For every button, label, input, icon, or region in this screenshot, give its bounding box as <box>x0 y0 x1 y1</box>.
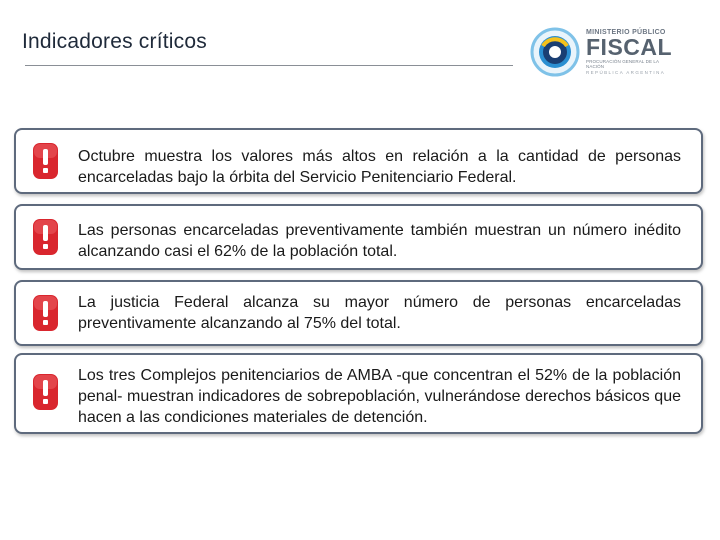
logo-emblem-icon <box>530 27 580 77</box>
alert-icon <box>32 294 59 332</box>
ministerio-publico-fiscal-logo <box>530 27 673 77</box>
alert-icon <box>32 142 59 180</box>
logo-line-2: FISCAL <box>586 34 673 60</box>
logo-line-4: REPÚBLICA ARGENTINA <box>586 70 666 75</box>
logo-line-3: PROCURACIÓN GENERAL DE LA NACIÓN <box>586 59 659 69</box>
page-title: Indicadores críticos <box>22 30 207 53</box>
indicator-text: Los tres Complejos penitenciarios de AMBA -que concentran el 52% de la población penal- muestran indicadores de sobrepoblación, vulnerándose derechos básicos que hacen a las condiciones materiales de detención. <box>78 367 681 426</box>
indicator-card-4 <box>14 353 703 434</box>
logo-line-1: MINISTERIO PÚBLICO <box>586 29 666 36</box>
indicator-text: Octubre muestra los valores más altos en relación a la cantidad de personas encarceladas bajo la órbita del Servicio Penitenciario Federal. <box>78 148 681 186</box>
indicator-text: Las personas encarceladas preventivamente también muestran un número inédito alcanzando casi el 62% de la población total. <box>78 222 681 260</box>
title-divider <box>25 65 513 66</box>
indicator-card-1 <box>14 128 703 194</box>
indicator-card-3 <box>14 280 703 346</box>
alert-icon <box>32 373 59 411</box>
indicator-card-2 <box>14 204 703 270</box>
indicator-text: La justicia Federal alcanza su mayor número de personas encarceladas preventivamente alcanzando al 75% del total. <box>78 294 681 332</box>
alert-icon <box>32 218 59 256</box>
